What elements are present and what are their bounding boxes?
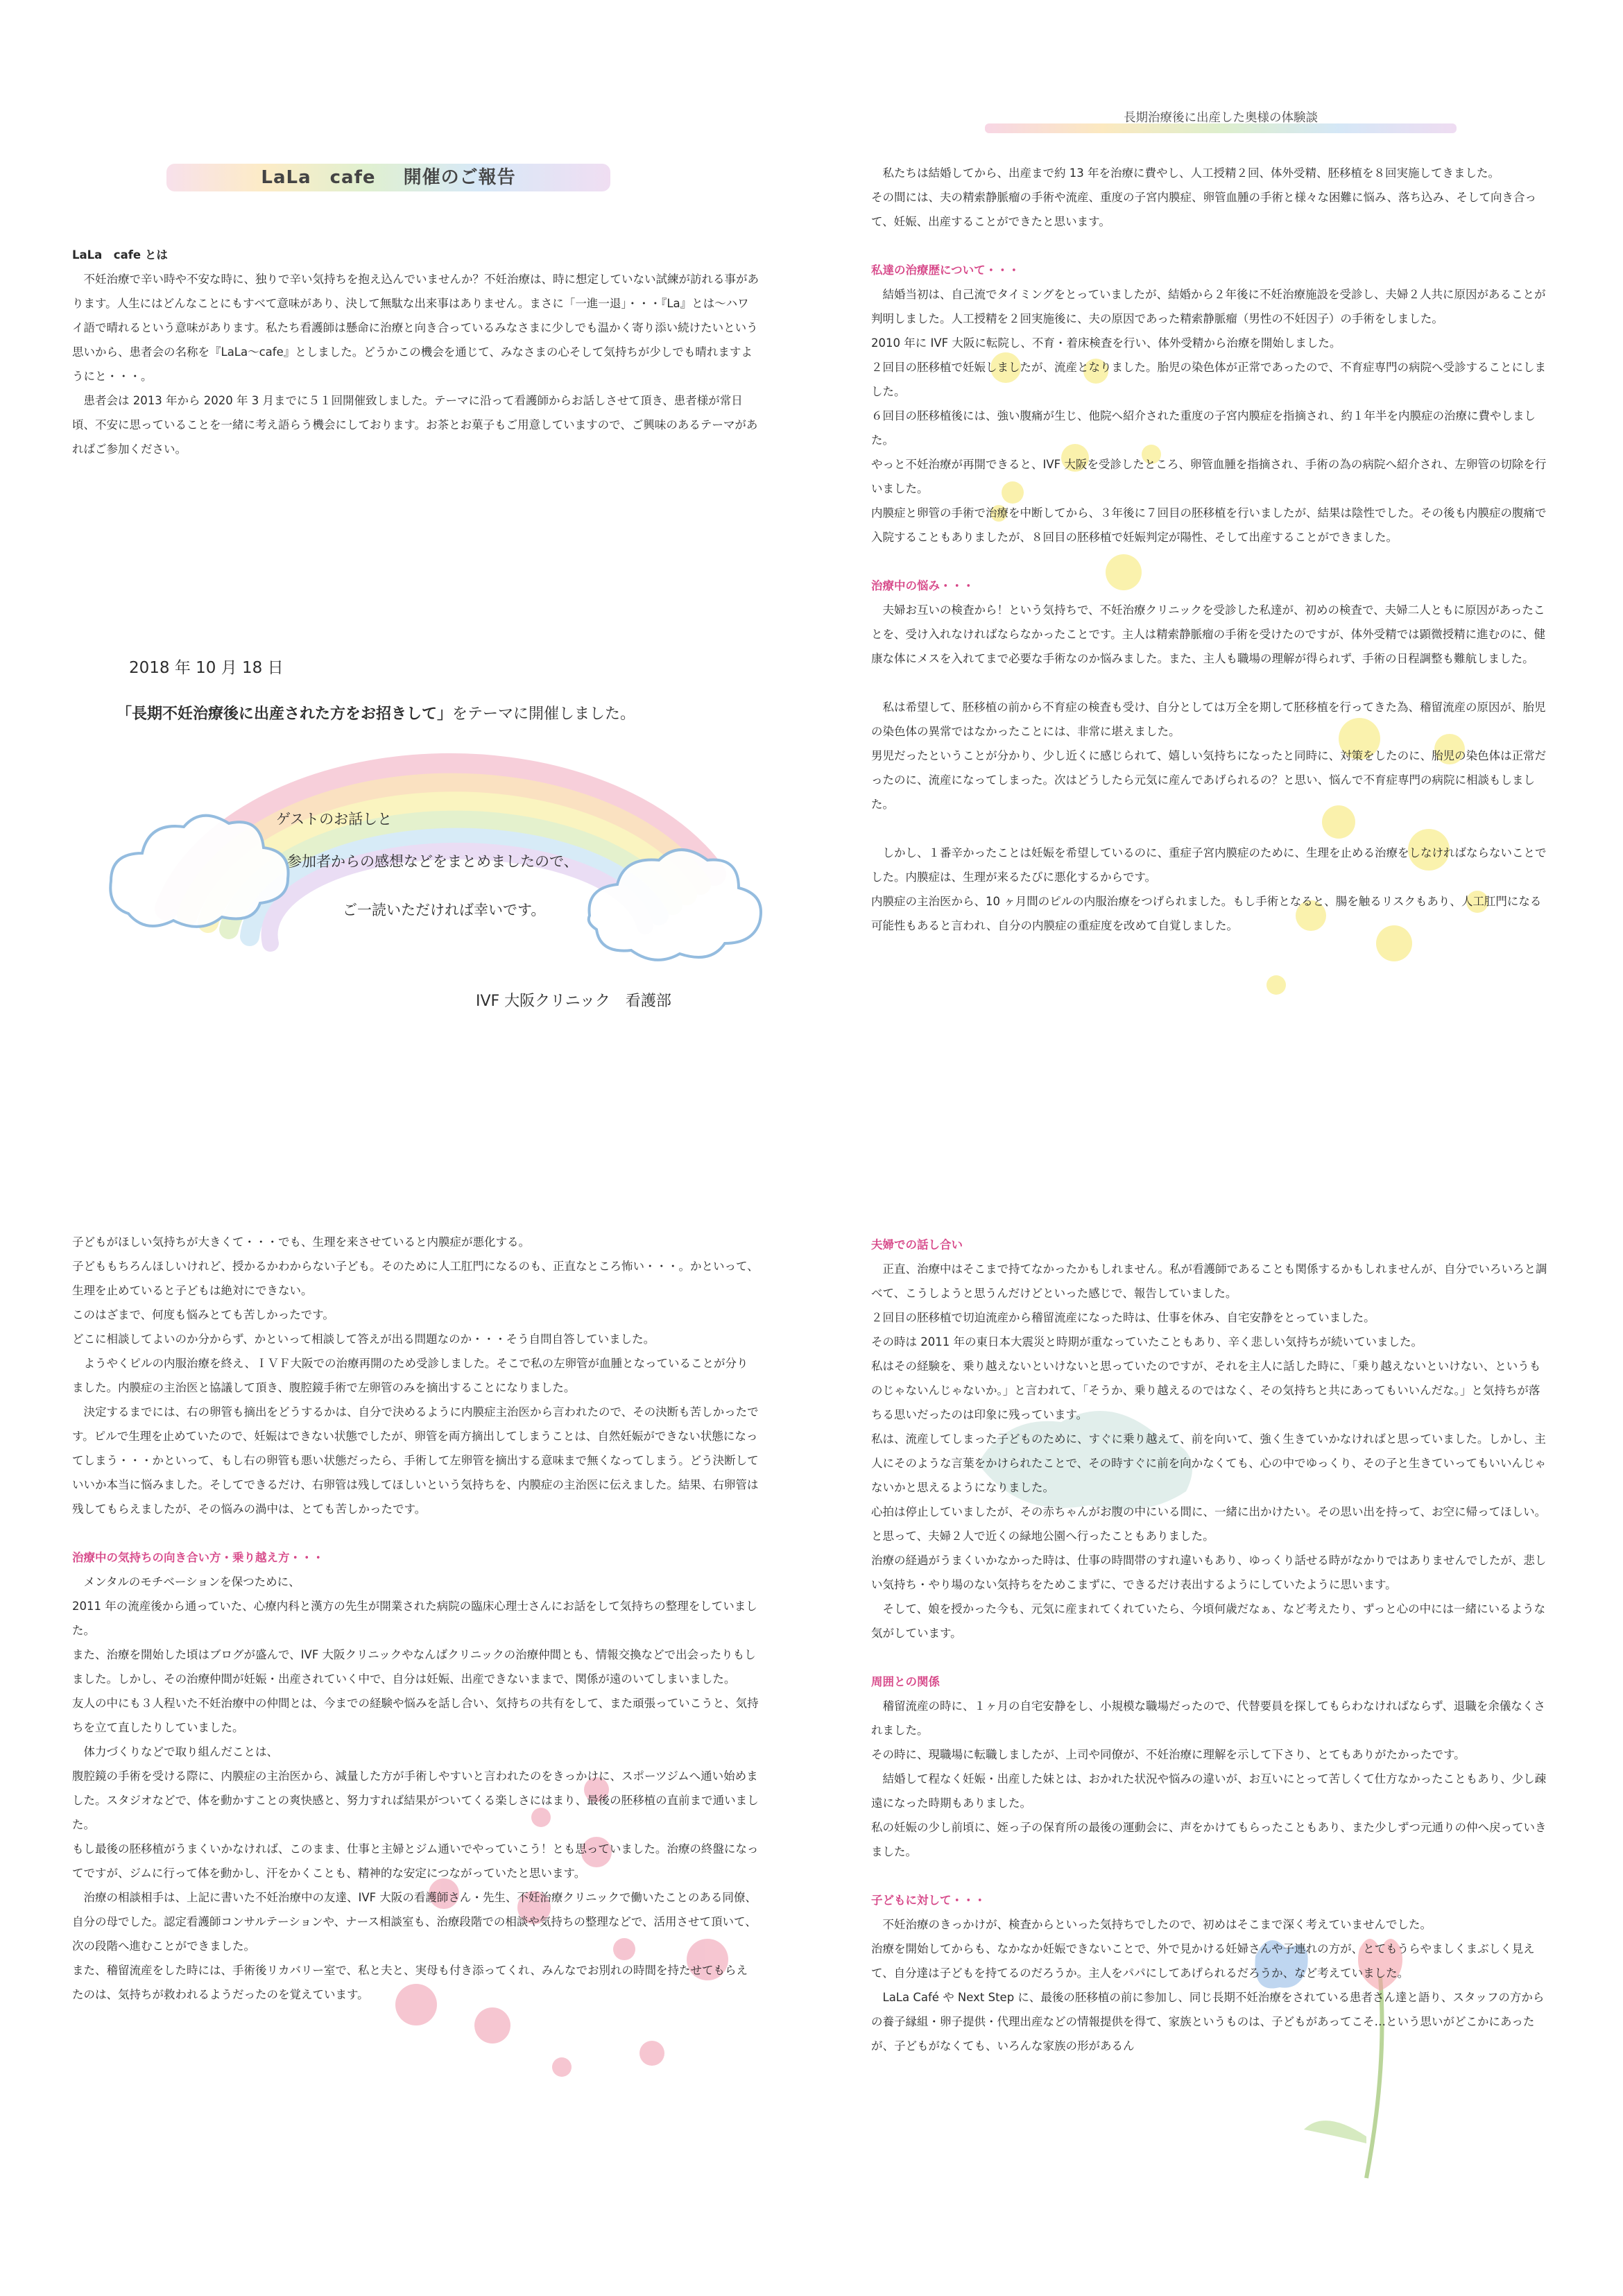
body-paragraph: メンタルのモチベーションを保つために、	[83, 1575, 300, 1588]
essay-intro: その間には、夫の精索静脈瘤の手術や流産、重度の子宮内膜症、卵管血腫の手術と様々な困難に悩み、落ち込み、そして向き合って、妊娠、出産することができたと思います。	[871, 191, 1536, 228]
body-paragraph: その時は 2011 年の東日本大震災と時期が重なっていたこともあり、辛く悲しい気持ちが続いていました。	[871, 1335, 1423, 1348]
essay-intro: 私たちは結婚してから、出産まで約 13 年を治療に費やし、人工授精２回、体外受精、胚移植を８回実施してきました。	[882, 166, 1500, 180]
essay-body	[871, 161, 1551, 938]
paragraph-spacer	[871, 671, 1551, 695]
body-paragraph: 私は、流産してしまった子どものために、すぐに乗り越えて、前を向いて、強く生きていかなければと思っていました。しかし、主人にそのような言葉をかけられたことで、その時すぐに前を向かなくても、心の中でゆっくり、その子と生きていってもいいんじゃないかと思えるようになりました。	[871, 1432, 1547, 1494]
body-paragraph: 夫婦お互いの検査から！という気持ちで、不妊治療クリニックを受診した私達が、初めの検査で、夫婦二人ともに原因があったことを、受け入れなければならなかったことです。主人は精索静脈瘤の手術を受けたのですが、体外受精では顕微授精に進むのに、健康な体にメスを入れてまで必要な手術なのか悩みました。また、主人も職場の理解が得られず、手術の日程調整も難航しました。	[871, 603, 1546, 665]
event-signature: IVF 大阪クリニック 看護部	[476, 993, 671, 1010]
body-paragraph: また、稽留流産をした時には、手術後リカバリー室で、私と夫と、実母も付き添ってくれ、みんなでお別れの時間を持たせてもらえたのは、気持ちが救われるようだったのを覚えています。	[72, 1964, 748, 2001]
about-paragraph: 不妊治療で辛い時や不安な時に、独りで辛い気持ちを抱え込んでいませんか？不妊治療は、時に想定していない試練が訪れる事があります。人生にはどんなことにもすべて意味があり、決して無駄な出来事はありません。まさに「一進一退」・・・『La』とは～ハワイ語で晴れるという意味があります。私たち看護師は懸命に治療と向き合っているみなさまに少しでも温かく寄り添い続けたいという思いから、患者会の名称を『LaLa～cafe』としました。どうかこの機会を通じて、みなさまの心そして気持ちが少しでも晴れますようにと・・・。	[72, 273, 759, 383]
body-paragraph: しかし、１番辛かったことは妊娠を希望しているのに、重症子宮内膜症のために、生理を止める治療をしなければならないことでした。内膜症は、生理が来るたびに悪化するからです。	[871, 846, 1547, 884]
body-paragraph: その時に、現職場に転職しましたが、上司や同僚が、不妊治療に理解を示して下さり、とてもありがたかったです。	[871, 1748, 1466, 1761]
event-message-line: ゲストのお話しと	[276, 811, 393, 828]
body-paragraph: 治療を開始してからも、なかなか妊娠できないことで、外で見かける妊婦さんや子連れの方が、とてもうらやましくまぶしく見えて、自分達は子どもを持てるのだろうか。主人をパパにしてあげられるだろうか、など考えていました。	[871, 1942, 1535, 1980]
body-paragraph: 不妊治療のきっかけが、検査からといった気持ちでしたので、初めはそこまで深く考えていませんでした。	[882, 1918, 1432, 1931]
closing-sections	[871, 1233, 1551, 2058]
report-title-sub: 開催のご報告	[403, 166, 516, 188]
continuation-paragraphs	[72, 1230, 759, 1521]
essay-sections	[871, 258, 1551, 938]
paragraph-spacer	[871, 816, 1551, 841]
event-theme	[117, 702, 635, 723]
body-paragraph: やっと不妊治療が再開できると、IVF 大阪を受診したところ、卵管血腫を指摘され、手術の為の病院へ紹介され、左卵管の切除を行いました。	[871, 458, 1547, 495]
body-paragraph: 結婚当初は、自己流でタイミングをとっていましたが、結婚から２年後に不妊治療施設を受診し、夫婦２人共に原因があることが判明しました。人工授精を２回実施後に、夫の原因であった精索静脈瘤（男性の不妊因子）の手術をしました。	[871, 288, 1546, 325]
event-date: 2018 年 10 月 18 日	[129, 659, 284, 677]
body-paragraph: このはざまで、何度も悩みとても苦しかったです。	[72, 1308, 334, 1321]
section-heading: 治療中の気持ちの向き合い方・乗り越え方・・・	[72, 1551, 324, 1564]
continuation-sections	[72, 1545, 759, 2007]
closing-body	[871, 1233, 1551, 2058]
body-paragraph: 決定するまでには、右の卵管も摘出をどうするかは、自分で決めるように内膜症主治医から言われたので、その決断も苦しかったです。ピルで生理を止めていたので、妊娠はできない状態でしたが、卵管を両方摘出してしまうことは、自然妊娠ができない状態になってしまう・・・かといって、もし右の卵管も悪い状態だったら、手術して左卵管を摘出する意味まで無くなってしまう。どう決断していいか本当に悩みました。そしてできるだけ、右卵管は残してほしいという気持ちを、内膜症の主治医に伝えました。結果、右卵管は残してもらえましたが、その悩みの渦中は、とても苦しかったです。	[72, 1405, 759, 1516]
body-paragraph: LaLa Café や Next Step に、最後の胚移植の前に参加し、同じ長期不妊治療をされている患者さん達と語り、スタッフの方からの養子縁組・卵子提供・代理出産などの情報提供を得て、家族というものは、子どもがあってこそ…という思いがどこかにあったが、子どもがなくても、いろんな家族の形があるん	[871, 1991, 1545, 2053]
body-paragraph: 男児だったということが分かり、少し近くに感じられて、嬉しい気持ちになったと同時に、対策をしたのに、胎児の染色体は正常だったのに、流産になってしまった。次はどうしたら元気に産んであげられるの？と思い、悩んで不育症専門の病院に相談もしました。	[871, 749, 1547, 811]
body-paragraph: 正直、治療中はそこまで持てなかったかもしれません。私が看護師であることも関係するかもしれませんが、自分でいろいろと調べて、こうしようと思うんだけどといった感じで、報告していました。	[871, 1262, 1547, 1300]
body-paragraph: ようやくピルの内服治療を終え、ＩＶＦ大阪での治療再開のため受診しました。そこで私の左卵管が血腫となっていることが分りました。内膜症の主治医と協議して頂き、腹腔鏡手術で左卵管のみを摘出することになりました。	[72, 1357, 748, 1394]
event-message-line: 参加者からの感想などをまとめましたので、	[287, 853, 578, 870]
body-paragraph: 2010 年に IVF 大阪に転院し、不育・着床検査を行い、体外受精から治療を開始しました。	[871, 336, 1341, 350]
about-paragraph: 患者会は 2013 年から 2020 年 3 月までに５１回開催致しました。テーマに沿って看護師からお話しさせて頂き、患者様が常日頃、不安に思っていることを一緒に考え語らう機会にしております。お茶とお菓子もご用意していますので、ご興味のあるテーマがあればご参加ください。	[72, 394, 758, 456]
body-paragraph: ２回目の胚移植で切迫流産から稽留流産になった時は、仕事を休み、自宅安静をとっていました。	[871, 1311, 1375, 1324]
body-paragraph: 内膜症の主治医から、10 ヶ月間のピルの内服治療をつげられました。もし手術となると、腸を触るリスクもあり、人工肛門になる可能性もあると言われ、自分の内膜症の重症度を改めて自覚しました。	[871, 895, 1542, 932]
body-paragraph: 心拍は停止していましたが、その赤ちゃんがお腹の中にいる間に、一緒に出かけたい。その思い出を持って、お空に帰ってほしい。と思って、夫婦２人で近くの緑地公園へ行ったこともありました。	[871, 1505, 1547, 1543]
event-theme-quote: 「長期不妊治療後に出産された方をお招きして」	[117, 705, 453, 723]
about-section	[72, 243, 759, 461]
section-heading: 夫婦での話し合い	[871, 1238, 963, 1251]
report-title-main: LaLa cafe	[261, 166, 376, 188]
rainbow-cloud-illustration	[104, 680, 805, 1006]
section-heading: 私達の治療歴について・・・	[871, 264, 1020, 277]
body-paragraph: 子どももちろんほしいけれど、授かるかわからない子ども。そのために人工肛門になるのも、正直なところ怖い・・・。かといって、生理を止めていると子どもは絶対にできない。	[72, 1260, 759, 1297]
event-theme-suffix: をテーマに開催しました。	[452, 705, 636, 723]
body-paragraph: 結婚して程なく妊娠・出産した妹とは、おかれた状況や悩みの違いが、お互いにとって苦しくて仕方なかったこともあり、少し疎遠になった時期もありました。	[871, 1772, 1547, 1810]
event-message-line: ご一読いただければ幸いです。	[343, 902, 546, 918]
section-heading: 子どもに対して・・・	[871, 1894, 986, 1907]
section-heading: 周囲との関係	[871, 1675, 940, 1688]
body-paragraph: 治療の経過がうまくいかなかった時は、仕事の時間帯のすれ違いもあり、ゆっくり話せる時がなかりではありませんでしたが、悲しい気持ち・やり場のない気持ちをためこまずに、できるだけ表出するようにしていたように思います。	[871, 1554, 1547, 1591]
body-paragraph: どこに相談してよいのか分からず、かといって相談して答えが出る問題なのか・・・そう自問自答していました。	[72, 1333, 655, 1346]
report-title	[173, 154, 603, 197]
body-paragraph: 腹腔鏡の手術を受ける際に、内膜症の主治医から、減量した方が手術しやすいと言われたのをきっかけに、スポーツジムへ通い始めました。スタジオなどで、体を動かすことの爽快感と、努力すれば結果がついてくる楽しさにはまり、最後の胚移植の直前まで通いました。	[72, 1770, 759, 1831]
body-paragraph: 私はその経験を、乗り越えないといけないと思っていたのですが、それを主人に話した時に、「乗り越えないといけない、というものじゃないんじゃないか。」と言われて、「そうか、乗り越えるのではなく、その気持ちと共にあってもいいんだな。」と気持ちが落ちる思いだったのは印象に残っています。	[871, 1360, 1541, 1421]
body-paragraph: 私は希望して、胚移植の前から不育症の検査も受け、自分としては万全を期して胚移植を行ってきた為、稽留流産の原因が、胎児の染色体の異常ではなかったことには、非常に堪えました。	[871, 701, 1546, 738]
body-paragraph: 体力づくりなどで取り組んだことは、	[83, 1745, 278, 1758]
body-paragraph: 稽留流産の時に、１ヶ月の自宅安静をし、小規模な職場だったので、代替要員を探してもらわなければならず、退職を余儀なくされました。	[871, 1699, 1545, 1737]
body-paragraph: 友人の中にも３人程いた不妊治療中の仲間とは、今までの経験や悩みを話し合い、気持ちの共有をして、また頑張っていこうと、気持ちを立て直したりしていました。	[72, 1697, 759, 1734]
essay-title: 長期治療後に出産した奥様の体験談	[1124, 111, 1318, 125]
about-heading: LaLa cafe とは	[72, 248, 168, 262]
body-paragraph: 内膜症と卵管の手術で治療を中断してから、３年後に７回目の胚移植を行いましたが、結果は陰性でした。その後も内膜症の腹痛で入院することもありましたが、８回目の胚移植で妊娠判定が陽性、そして出産することができました。	[871, 506, 1547, 544]
body-paragraph: ２回目の胚移植で妊娠しましたが、流産となりました。胎児の染色体が正常であったので、不育症専門の病院へ受診することにしました。	[871, 361, 1547, 398]
section-heading: 治療中の悩み・・・	[871, 579, 974, 592]
body-paragraph: もし最後の胚移植がうまくいかなければ、このまま、仕事と主婦とジム通いでやっていこう！とも思っていました。治療の終盤になってですが、ジムに行って体を動かし、汗をかくことも、精神的な安定につながっていたと思います。	[72, 1842, 759, 1880]
body-paragraph: 私の妊娠の少し前頃に、姪っ子の保育所の最後の運動会に、声をかけてもらったこともあり、また少しずつ元通りの仲へ戻っていきました。	[871, 1821, 1547, 1858]
body-paragraph: 治療の相談相手は、上記に書いた不妊治療中の友達、IVF 大阪の看護師さん・先生、不妊治療クリニックで働いたことのある同僚、自分の母でした。認定看護師コンサルテーションや、ナース相談室も、治療段階での相談や気持ちの整理などで、活用させて頂いて、次の段階へ進むことができました。	[72, 1891, 757, 1953]
body-paragraph: また、治療を開始した頃はブログが盛んで、IVF 大阪クリニックやなんばクリニックの治療仲間とも、情報交換などで出会ったりもしました。しかし、その治療仲間が妊娠・出産されていく中で、自分は妊娠、出産できないままで、関係が遠のいてしまいました。	[72, 1648, 756, 1686]
continuation-body	[72, 1230, 759, 2007]
body-paragraph: そして、娘を授かった今も、元気に産まれてくれていたら、今頃何歳だなぁ、など考えたり、ずっと心の中には一緒にいるような気がしています。	[871, 1602, 1546, 1640]
body-paragraph: 子どもがほしい気持ちが大きくて・・・でも、生理を来させていると内膜症が悪化する。	[72, 1235, 530, 1249]
body-paragraph: 2011 年の流産後から通っていた、心療内科と漢方の先生が開業された病院の臨床心理士さんにお話をして気持ちの整理をしていました。	[72, 1600, 757, 1637]
body-paragraph: ６回目の胚移植後には、強い腹痛が生じ、他院へ紹介された重度の子宮内膜症を指摘され、約１年半を内膜症の治療に費やしました。	[871, 409, 1536, 447]
